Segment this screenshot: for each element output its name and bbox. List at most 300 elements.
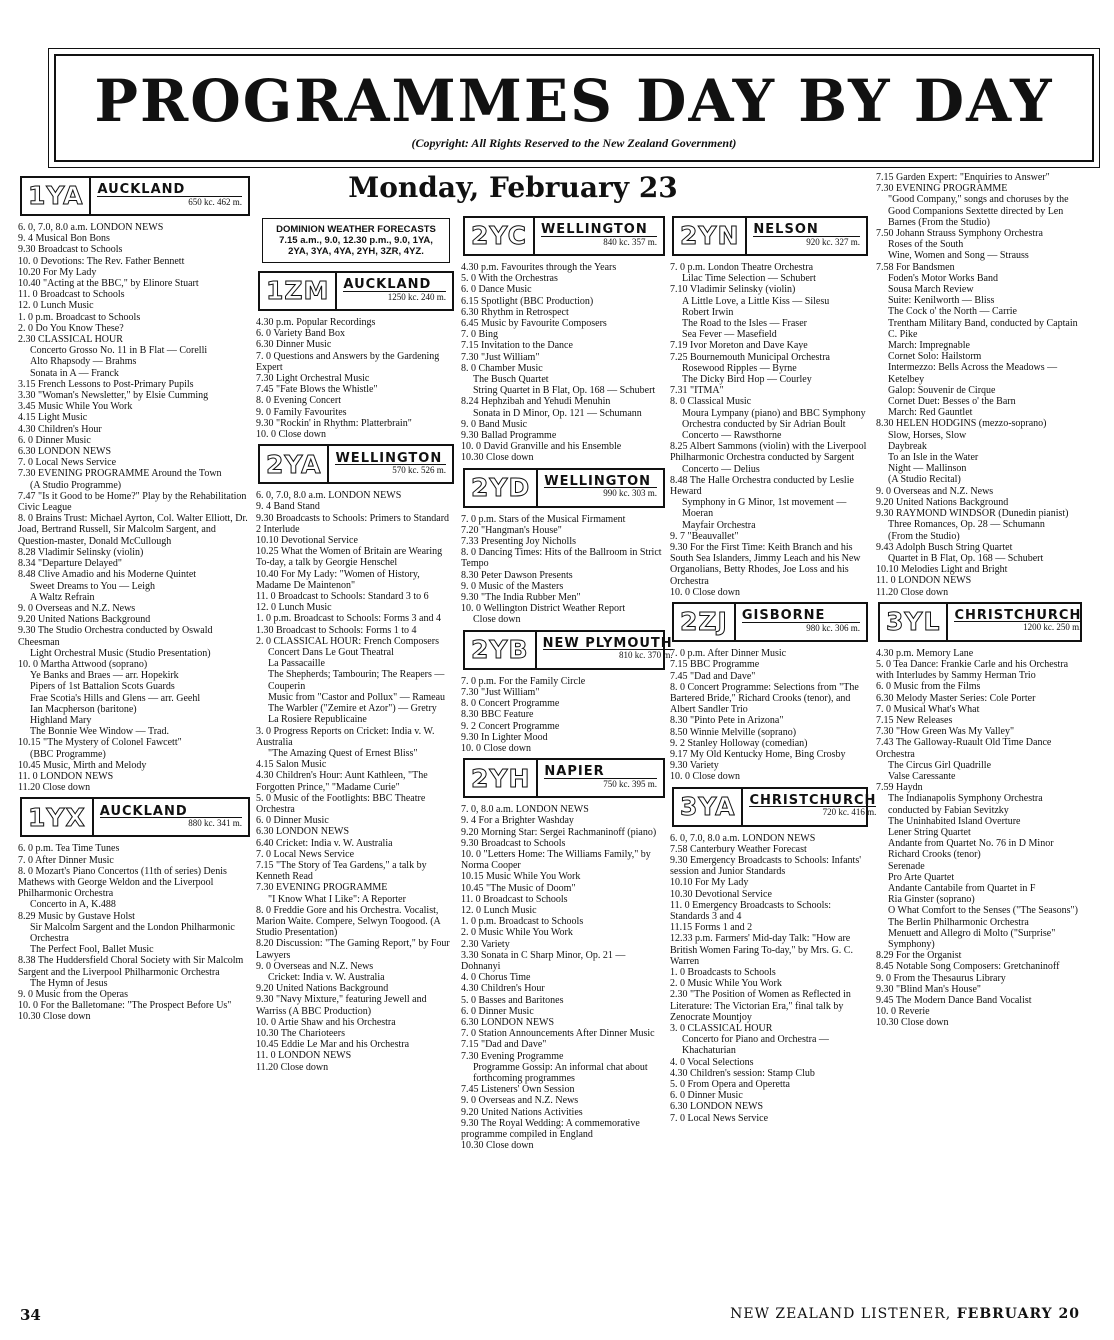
programme-item: 9.43 Adolph Busch String Quartet bbox=[876, 541, 1013, 553]
programme-item: 6.30 LONDON NEWS bbox=[670, 1101, 764, 1113]
programme-item: 10. 0 "Letters Home: The Williams Family," by Norma Cooper bbox=[461, 848, 651, 872]
programme-item: 10.20 For My Lady bbox=[18, 266, 97, 278]
programme-item: 10.45 Music, Mirth and Melody bbox=[18, 759, 147, 771]
publication-date: FEBRUARY 20 bbox=[956, 1306, 1080, 1322]
programme-item: 9. 0 From the Thesaurus Library bbox=[876, 972, 1006, 984]
programme-item: Cornet Solo: Hailstorm bbox=[888, 351, 982, 363]
programme-item: (A Studio Programme) bbox=[30, 479, 122, 491]
programme-item: The Road to the Isles — Fraser bbox=[682, 318, 807, 330]
programme-item: Concerto — Delius bbox=[682, 463, 760, 475]
programme-item: To an Isle in the Water bbox=[888, 452, 979, 464]
programme-item: 7. 0 Local News Service bbox=[18, 457, 117, 469]
programme-item: 10.15 Music While You Work bbox=[461, 871, 581, 883]
programme-item: 9.30 Broadcast to Schools bbox=[461, 837, 566, 849]
programme-item: 8.28 Vladimir Selinsky (violin) bbox=[18, 546, 144, 558]
programme-item: 5. 0 From Opera and Operetta bbox=[670, 1079, 790, 1090]
programme-item: 4.30 Children's session: Stamp Club bbox=[670, 1067, 815, 1079]
station-header-2yn bbox=[672, 216, 868, 256]
programme-item: 10.30 Close down bbox=[461, 452, 534, 464]
programme-item: Andante Cantabile from Quartet in F bbox=[888, 882, 1036, 894]
programme-item: 7.30 "How Green Was My Valley" bbox=[876, 726, 1015, 738]
programme-item: The Busch Quartet bbox=[473, 374, 549, 386]
programme-item: 7.15 New Releases bbox=[876, 714, 953, 726]
programme-item: Lener String Quartet bbox=[888, 826, 971, 838]
station-header-2yh bbox=[463, 758, 665, 798]
programme-item: 7.15 Garden Expert: "Enquiries to Answer" bbox=[876, 172, 1050, 183]
programme-item: 9.30 "Blind Man's House" bbox=[876, 983, 981, 995]
programme-item: 3.30 "Woman's Newsletter," by Elsie Cumming bbox=[18, 390, 209, 402]
programme-item: 11. 0 LONDON NEWS bbox=[256, 1050, 352, 1062]
programme-item: 7. 0, 8.0 a.m. LONDON NEWS bbox=[461, 804, 589, 816]
station-frequency: 980 kc. 306 m. bbox=[806, 622, 860, 633]
programme-item: 10.45 "The Music of Doom" bbox=[461, 882, 576, 894]
programme-item: 2. 0 Do You Know These? bbox=[18, 322, 124, 334]
programme-item: 12. 0 Lunch Music bbox=[18, 300, 94, 312]
programme-item: Frae Scotia's Hills and Glens — arr. Geehl bbox=[30, 692, 201, 704]
programme-item: 11. 0 LONDON NEWS bbox=[876, 575, 972, 587]
programme-item: Concert Dans Le Gout Theatral bbox=[268, 647, 394, 659]
programme-item: 7.50 Johann Strauss Symphony Orchestra bbox=[876, 228, 1043, 240]
programme-item: 7.30 Light Orchestral Music bbox=[256, 373, 370, 385]
station-frequency: 570 kc. 526 m. bbox=[392, 464, 446, 475]
programme-item: 2. 0 Music While You Work bbox=[670, 978, 782, 990]
programme-item: (BBC Programme) bbox=[30, 748, 106, 760]
station-name: AUCKLAND bbox=[100, 806, 242, 818]
programme-item: Mayfair Orchestra bbox=[682, 519, 756, 531]
programme-item: 6.30 Rhythm in Retrospect bbox=[461, 306, 569, 318]
programme-item: 10. 0 Close down bbox=[670, 586, 740, 598]
programme-item: Highland Mary bbox=[30, 714, 92, 726]
programme-item: La Rosiere Republicaine bbox=[268, 714, 367, 726]
station-header-1zm bbox=[258, 271, 454, 311]
programme-item: 9. 0 Overseas and N.Z. News bbox=[256, 960, 374, 972]
programme-item: The Shepherds; Tambourin; The Reapers — Couperin bbox=[268, 669, 445, 692]
programme-item: 8. 0 Mozart's Piano Concertos (11th of series) Denis Mathews with George Weldon and the Liverpool Philharmonic Orchestra bbox=[18, 865, 227, 900]
station-header-2zj bbox=[672, 602, 868, 642]
programme-item: 11. 0 Broadcast to Schools bbox=[461, 893, 568, 905]
programme-item: 9. 2 Concert Programme bbox=[461, 720, 560, 732]
programme-item: 7. 0 Station Announcements After Dinner Music bbox=[461, 1028, 655, 1040]
programme-item: 7.45 "Fate Blows the Whistle" bbox=[256, 384, 378, 396]
programme-item: "Good Company," songs and choruses by the Good Companions Sextette directed by Len Barnes (From the Studio) bbox=[888, 194, 1069, 228]
station-name: CHRISTCHURCH bbox=[749, 792, 877, 808]
programme-item: The Perfect Fool, Ballet Music bbox=[30, 944, 154, 956]
programme-item: 9.20 Morning Star: Sergei Rachmaninoff (piano) bbox=[461, 826, 657, 838]
programme-item: 6.40 Cricket: India v. W. Australia bbox=[256, 837, 393, 849]
programme-item: 9. 2 Stanley Holloway (comedian) bbox=[670, 737, 808, 749]
programme-item: 10. 0 Artie Shaw and his Orchestra bbox=[256, 1016, 396, 1028]
programme-item: 7.31 "ITMA" bbox=[670, 385, 724, 397]
programme-item: 7. 0 p.m. London Theatre Orchestra bbox=[670, 262, 814, 273]
programme-item: Sousa March Review bbox=[888, 284, 974, 296]
programme-item: Andante from Quartet No. 76 in D Minor bbox=[888, 838, 1054, 850]
programme-item: Richard Crooks (tenor) bbox=[888, 849, 981, 861]
programme-item: 7.15 "The Story of Tea Gardens," a talk by Kenneth Read bbox=[256, 859, 427, 883]
programme-item: 8. 0 Brains Trust: Michael Ayrton, Col. Walter Elliott, Dr. Joad, Bertrand Russell, Sir Malcolm Sargent, and Question-master, Donald McCullough bbox=[18, 513, 248, 547]
programme-item: Intermezzo: Bells Across the Meadows — Ketelbey bbox=[888, 362, 1058, 385]
programme-item: 5. 0 Tea Dance: Frankie Carle and his Orchestra with Interludes by Sammy Herman Trio bbox=[876, 658, 1069, 682]
programme-item: 6.30 LONDON NEWS bbox=[461, 1016, 555, 1028]
programme-item: Sir Malcolm Sargent and the London Philharmonic Orchestra bbox=[30, 921, 235, 944]
programme-item: 4.15 Salon Music bbox=[256, 759, 327, 771]
listing-2yh bbox=[461, 804, 667, 1151]
programme-item: 10.45 Eddie Le Mar and his Orchestra bbox=[256, 1039, 410, 1051]
programme-item: 4. 0 Chorus Time bbox=[461, 972, 531, 984]
station-call-sign: 3YL bbox=[880, 604, 948, 640]
programme-item: Concerto — Rawsthorne bbox=[682, 430, 782, 442]
programme-item: 10. 0 Devotions: The Rev. Father Bennett bbox=[18, 255, 185, 267]
station-header-3ya bbox=[672, 787, 877, 827]
programme-item: 8.29 Music by Gustave Holst bbox=[18, 910, 135, 922]
programme-item: 4. 0 Vocal Selections bbox=[670, 1056, 754, 1068]
programme-item: 3.30 Sonata in C Sharp Minor, Op. 21 — Dohnanyi bbox=[461, 949, 626, 972]
programme-item: Daybreak bbox=[888, 440, 927, 452]
programme-item: 9.45 The Modern Dance Band Vocalist bbox=[876, 995, 1032, 1007]
programme-item: 10.30 Close down bbox=[18, 1011, 91, 1023]
programme-item: Ria Ginster (soprano) bbox=[888, 894, 975, 906]
programme-item: Robert Irwin bbox=[682, 306, 734, 318]
programme-item: 3.45 Music While You Work bbox=[18, 401, 133, 413]
programme-item: 6. 0, 7.0, 8.0 a.m. LONDON NEWS bbox=[18, 222, 164, 233]
programme-item: 7. 0 Musical What's What bbox=[876, 703, 980, 715]
station-name: NEW PLYMOUTH bbox=[542, 635, 673, 651]
programme-item: 8. 0 Dancing Times: Hits of the Ballroom in Strict Tempo bbox=[461, 547, 662, 570]
programme-item: 4.30 Children's Hour bbox=[18, 423, 102, 435]
column-1 bbox=[18, 172, 252, 1302]
programme-item: 1. 0 p.m. Broadcast to Schools bbox=[461, 916, 584, 928]
station-name: GISBORNE bbox=[742, 610, 860, 622]
programme-item: Cricket: India v. W. Australia bbox=[268, 971, 385, 983]
column-5 bbox=[876, 172, 1084, 1302]
station-header-2yc bbox=[463, 216, 665, 256]
programme-item: 10. 0 Reverie bbox=[876, 1006, 930, 1018]
programme-item: 7.10 Vladimir Selinsky (violin) bbox=[670, 284, 796, 296]
listing-3ya-continued bbox=[876, 172, 1084, 598]
station-frequency: 840 kc. 357 m. bbox=[603, 236, 657, 247]
programme-item: 6. 0 p.m. Tea Time Tunes bbox=[18, 843, 120, 855]
programme-item: Music from "Castor and Pollux" — Rameau bbox=[268, 691, 446, 703]
programme-item: 10. 0 For the Balletomane: "The Prospect Before Us" bbox=[18, 1000, 232, 1012]
programme-item: 6. 0, 7.0, 8.0 a.m. LONDON NEWS bbox=[256, 490, 402, 502]
programme-item: 10. 0 Wellington District Weather Report bbox=[461, 603, 626, 615]
programme-item: 8.30 Peter Dawson Presents bbox=[461, 569, 573, 581]
programme-item: 9.20 United Nations Background bbox=[18, 614, 151, 626]
programme-item: 10.40 For My Lady: "Women of History, Madame De Maintenon" bbox=[256, 568, 420, 591]
programme-item: 9.20 United Nations Background bbox=[876, 496, 1009, 508]
programme-item: 12.33 p.m. Farmers' Mid-day Talk: "How are British Women Faring To-day," by Mrs. G. C. Warren bbox=[670, 933, 853, 967]
programme-item: Pro Arte Quartet bbox=[888, 871, 955, 883]
programme-item: 6. 0 Dance Music bbox=[461, 284, 532, 296]
programme-item: Trentham Military Band, conducted by Captain C. Pike bbox=[888, 317, 1078, 340]
programme-item: 12. 0 Lunch Music bbox=[461, 904, 537, 916]
column-3 bbox=[461, 212, 673, 1302]
programme-item: The Circus Girl Quadrille bbox=[888, 759, 992, 771]
programme-item: 3. 0 Progress Reports on Cricket: India v. W. Australia bbox=[256, 725, 435, 748]
programme-item: 7.30 "Just William" bbox=[461, 351, 540, 363]
programme-item: Suite: Kenilworth — Bliss bbox=[888, 295, 995, 307]
programme-item: 6.30 LONDON NEWS bbox=[18, 446, 112, 458]
programme-item: 6. 0 Music from the Films bbox=[876, 681, 981, 693]
programme-item: Concerto Grosso No. 11 in B Flat — Corelli bbox=[30, 345, 208, 357]
programme-item: (From the Studio) bbox=[888, 530, 960, 542]
programme-item: The Hymn of Jesus bbox=[30, 977, 108, 989]
programme-item: 11.15 Forms 1 and 2 bbox=[670, 922, 753, 934]
programme-item: 8. 0 Concert Programme: Selections from "The Bartered Bride," Richard Crooks (tenor), and Albert Sandler Trio bbox=[670, 681, 859, 716]
programme-item: 11. 0 LONDON NEWS bbox=[18, 770, 114, 782]
programme-item: Concerto for Piano and Orchestra — Khachaturian bbox=[682, 1034, 829, 1057]
programme-item: Sea Fever — Masefield bbox=[682, 329, 777, 341]
programme-item: 9.30 Ballad Programme bbox=[461, 430, 557, 442]
listing-2zj bbox=[670, 648, 870, 782]
masthead bbox=[54, 54, 1094, 162]
station-frequency: 990 kc. 303 m. bbox=[603, 488, 657, 499]
copyright-notice: (Copyright: All Rights Reserved to the New Zealand Government) bbox=[411, 136, 737, 150]
programme-item: 10.30 Close down bbox=[876, 1017, 949, 1029]
programme-item: 9. 0 Music from the Operas bbox=[18, 989, 128, 1000]
programme-item: Cornet Duet: Besses o' the Barn bbox=[888, 396, 1016, 408]
programme-item: Wine, Women and Song — Strauss bbox=[888, 250, 1029, 262]
station-name: WELLINGTON bbox=[541, 224, 657, 236]
weather-times: 7.15 a.m., 9.0, 12.30 p.m., 9.0, 1YA, 2YA, 3YA, 4YA, 2YH, 3ZR, 4YZ. bbox=[279, 235, 433, 257]
programme-item: 8.38 The Huddersfield Choral Society with Sir Malcolm Sargent and the Liverpool Philharmonic Orchestra bbox=[18, 955, 244, 978]
programme-item: 6. 0 Dinner Music bbox=[461, 1005, 534, 1017]
station-frequency: 650 kc. 462 m. bbox=[188, 196, 242, 207]
programme-item: Roses of the South bbox=[888, 239, 964, 251]
station-call-sign: 3YA bbox=[674, 789, 743, 825]
programme-item: The Berlin Philharmonic Orchestra bbox=[888, 916, 1029, 928]
programme-item: 7.59 Haydn bbox=[876, 782, 923, 794]
programme-item: 9.30 Emergency Broadcasts to Schools: Infants' session and Junior Standards bbox=[670, 854, 862, 878]
programme-item: 5. 0 Basses and Baritones bbox=[461, 994, 564, 1006]
programme-item: 7.43 The Galloway-Ruault Old Time Dance Orchestra bbox=[876, 737, 1052, 760]
programme-item: 4.15 Light Music bbox=[18, 412, 88, 424]
station-header-1ya bbox=[20, 176, 250, 216]
publication-name: NEW ZEALAND LISTENER, bbox=[730, 1306, 952, 1322]
programme-item: 10. 0 Martha Attwood (soprano) bbox=[18, 658, 148, 670]
programme-item: 7.15 "Dad and Dave" bbox=[461, 1039, 547, 1051]
programme-item: 6.15 Spotlight (BBC Production) bbox=[461, 295, 594, 307]
programme-item: 2.30 CLASSICAL HOUR bbox=[18, 334, 123, 346]
programme-item: 9. 4 Band Stand bbox=[256, 501, 320, 513]
programme-item: The Cock o' the North — Carrie bbox=[888, 306, 1017, 318]
programme-item: 9.20 United Nations Background bbox=[256, 983, 389, 995]
programme-item: 7.30 Evening Programme bbox=[461, 1050, 564, 1062]
programme-item: 6.30 Dinner Music bbox=[256, 339, 332, 351]
programme-item: La Passacaille bbox=[268, 658, 325, 670]
programme-item: 7.19 Ivor Moreton and Dave Kaye bbox=[670, 340, 808, 352]
station-frequency: 1250 kc. 240 m. bbox=[387, 291, 446, 302]
programme-item: 10. 0 Close down bbox=[670, 771, 740, 783]
programme-item: 8.45 Notable Song Composers: Gretchaninoff bbox=[876, 961, 1060, 973]
programme-item: 7.30 "Just William" bbox=[461, 686, 540, 698]
programme-item: 7.15 BBC Programme bbox=[670, 659, 760, 671]
station-name: AUCKLAND bbox=[343, 279, 446, 291]
programme-item: 7.30 EVENING PROGRAMME Around the Town bbox=[18, 468, 222, 480]
programme-item: The Dicky Bird Hop — Courley bbox=[682, 374, 812, 386]
station-name: WELLINGTON bbox=[335, 453, 446, 465]
page-number: 34 bbox=[20, 1306, 41, 1324]
programme-item: 9. 0 Overseas and N.Z. News bbox=[18, 602, 136, 614]
station-call-sign: 2YD bbox=[465, 470, 538, 506]
programme-item: Slow, Horses, Slow bbox=[888, 429, 967, 441]
programme-item: 8.30 "Pinto Pete in Arizona" bbox=[670, 715, 784, 727]
station-frequency: 720 kc. 416 m. bbox=[822, 807, 877, 818]
programme-item: 11. 0 Broadcast to Schools bbox=[18, 289, 125, 301]
programme-item: Galop: Souvenir de Cirque bbox=[888, 384, 996, 396]
listing-3yl bbox=[876, 648, 1084, 1029]
programme-item: 3.15 French Lessons to Post-Primary Pupils bbox=[18, 378, 194, 390]
programme-item: 8.24 Hephzibah and Yehudi Menuhin bbox=[461, 396, 611, 408]
programme-item: 8.50 Winnie Melville (soprano) bbox=[670, 726, 797, 738]
station-name: CHRISTCHURCH bbox=[954, 608, 1082, 624]
programme-item: 7.45 Listeners' Own Session bbox=[461, 1084, 575, 1096]
programme-item: 9. 0 Music of the Masters bbox=[461, 580, 564, 592]
programme-item: 9.30 The Royal Wedding: A commemorative programme compiled in England bbox=[461, 1117, 640, 1140]
programme-item: 11.20 Close down bbox=[256, 1061, 329, 1073]
programme-item: 9.30 Broadcast to Schools bbox=[18, 244, 123, 256]
programme-item: 9.17 My Old Kentucky Home, Bing Crosby bbox=[670, 748, 846, 760]
listing-2yn bbox=[670, 262, 870, 598]
programme-item: 10.10 For My Lady bbox=[670, 877, 749, 889]
station-call-sign: 2YB bbox=[465, 632, 537, 668]
programme-item: The Bonnie Wee Window — Trad. bbox=[30, 726, 169, 738]
programme-item: 7.47 "Is it Good to be Home?" Play by the Rehabilitation Civic League bbox=[18, 490, 247, 514]
programme-item: 4.30 p.m. Popular Recordings bbox=[256, 317, 376, 328]
programme-item: 12. 0 Lunch Music bbox=[256, 602, 332, 614]
station-header-1yx bbox=[20, 797, 250, 837]
programme-item: 8. 0 Concert Programme bbox=[461, 698, 560, 710]
listing-2yb bbox=[461, 676, 667, 754]
programme-item: 7.25 Bournemouth Municipal Orchestra bbox=[670, 351, 830, 363]
programme-item: The Uninhabited Island Overture bbox=[888, 815, 1021, 827]
programme-item: 6. 0 Dinner Music bbox=[670, 1090, 743, 1102]
programme-item: Moura Lympany (piano) and BBC Symphony Orchestra conducted by Sir Adrian Boult bbox=[682, 407, 866, 430]
station-call-sign: 1YX bbox=[22, 799, 94, 835]
programme-item: Light Orchestral Music (Studio Presentation) bbox=[30, 647, 211, 659]
station-name: NELSON bbox=[753, 224, 860, 236]
publication-footer bbox=[730, 1306, 1080, 1322]
column-2 bbox=[256, 212, 456, 1302]
programme-item: Close down bbox=[473, 614, 521, 626]
programme-item: 8.48 Clive Amadio and his Moderne Quintet bbox=[18, 569, 197, 581]
programme-item: 9.30 "Rockin' in Rhythm: Platterbrain" bbox=[256, 417, 412, 429]
programme-item: 8.29 For the Organist bbox=[876, 950, 962, 962]
station-call-sign: 2YC bbox=[465, 218, 535, 254]
programme-item: Valse Caressante bbox=[888, 770, 956, 782]
programme-item: Serenade bbox=[888, 860, 925, 872]
programme-item: 9.30 Broadcasts to Schools: Primers to Standard 2 Interlude bbox=[256, 512, 450, 535]
station-frequency: 810 kc. 370 m. bbox=[618, 650, 673, 661]
programme-item: 7.30 EVENING PROGRAMME bbox=[876, 183, 1008, 195]
programme-item: 10. 0 David Granville and his Ensemble bbox=[461, 441, 622, 453]
programme-item: 3. 0 CLASSICAL HOUR bbox=[670, 1022, 773, 1034]
programme-item: 7.58 Canterbury Weather Forecast bbox=[670, 843, 807, 855]
programme-item: 10.10 Devotional Service bbox=[256, 535, 358, 547]
station-frequency: 750 kc. 395 m. bbox=[603, 778, 657, 789]
programme-item: Sonata in A — Franck bbox=[30, 367, 119, 379]
programme-item: 8. 0 Freddie Gore and his Orchestra. Vocalist, Marion Waite. Compere, Selwyn Toogood. (A Studio Presentation) bbox=[256, 904, 441, 939]
programme-item: 7. 0 p.m. After Dinner Music bbox=[670, 648, 787, 660]
programme-item: 10.25 What the Women of Britain are Wearing To-day, a talk by Georgie Henschel bbox=[256, 546, 443, 569]
programme-item: Sonata in D Minor, Op. 121 — Schumann bbox=[473, 407, 642, 419]
programme-item: 7. 0 Local News Service bbox=[670, 1112, 769, 1124]
programme-item: 7.20 "Hangman's House" bbox=[461, 524, 562, 536]
programme-item: 7. 0 p.m. Stars of the Musical Firmament bbox=[461, 513, 626, 525]
programme-item: 7.15 Invitation to the Dance bbox=[461, 340, 573, 352]
programme-item: 9.30 "The India Rubber Men" bbox=[461, 592, 581, 604]
programme-item: (A Studio Recital) bbox=[888, 474, 961, 486]
programme-item: 9. 7 "Beauvallet" bbox=[670, 530, 739, 542]
programme-item: 6. 0 Variety Band Box bbox=[256, 328, 345, 340]
programme-item: 10.30 The Charioteers bbox=[256, 1027, 345, 1039]
listing-1yx bbox=[18, 843, 252, 1022]
programme-item: Menuett and Allegro di Molto ("Surprise" Symphony) bbox=[888, 927, 1056, 950]
programme-item: Alto Rhapsody — Brahms bbox=[30, 356, 137, 368]
programme-item: 10.30 Close down bbox=[461, 1140, 534, 1152]
programme-item: 9.30 For the First Time: Keith Branch and his South Sea Islanders, Jimmy Leach and his New Organolians, Betty Rhodes, Joe Loss and his Orchestra bbox=[670, 542, 861, 587]
programme-item: 9. 0 Band Music bbox=[461, 418, 528, 430]
programme-item: 10. 0 Close down bbox=[461, 742, 531, 754]
programme-item: 8.34 "Departure Delayed" bbox=[18, 558, 122, 570]
programme-item: 8.25 Albert Sammons (violin) with the Liverpool Philharmonic Orchestra conducted by Sargent bbox=[670, 441, 867, 464]
programme-item: 2.30 Variety bbox=[461, 938, 510, 950]
programme-item: 11.20 Close down bbox=[18, 782, 91, 794]
station-call-sign: 1ZM bbox=[260, 273, 337, 309]
programme-item: 9.30 In Lighter Mood bbox=[461, 731, 548, 743]
programme-item: Ian Macpherson (baritone) bbox=[30, 703, 137, 715]
programme-item: 10.15 "The Mystery of Colonel Fawcett" bbox=[18, 737, 182, 749]
programme-item: "The Amazing Quest of Ernest Bliss" bbox=[268, 747, 418, 759]
programme-item: 6.30 Melody Master Series: Cole Porter bbox=[876, 692, 1036, 704]
programme-item: 7.33 Presenting Joy Nicholls bbox=[461, 536, 576, 548]
weather-title: DOMINION WEATHER FORECASTS bbox=[276, 224, 436, 235]
station-call-sign: 2YN bbox=[674, 218, 747, 254]
programme-item: 10.40 "Acting at the BBC," by Elinore Stuart bbox=[18, 278, 199, 290]
programme-item: 6. 0 Dinner Music bbox=[256, 815, 329, 827]
programme-item: 10.10 Melodies Light and Bright bbox=[876, 564, 1008, 576]
listing-1ya bbox=[18, 222, 252, 793]
listing-2yd bbox=[461, 514, 667, 626]
station-call-sign: 1YA bbox=[22, 178, 91, 214]
programme-item: "I Know What I Like": A Reporter bbox=[268, 893, 406, 905]
station-call-sign: 2YA bbox=[260, 446, 329, 482]
programme-item: 9.30 RAYMOND WINDSOR (Dunedin pianist) bbox=[876, 508, 1069, 520]
programme-item: String Quartet in B Flat, Op. 168 — Schubert bbox=[473, 385, 656, 397]
programme-item: 5. 0 Music of the Footlights: BBC Theatre Orchestra bbox=[256, 792, 426, 815]
programme-item: 11.20 Close down bbox=[876, 586, 949, 598]
programme-item: Ye Banks and Braes — arr. Hopekirk bbox=[30, 670, 179, 682]
programme-item: 8. 0 Evening Concert bbox=[256, 395, 341, 407]
programme-item: Quartet in B Flat, Op. 168 — Schubert bbox=[888, 552, 1044, 564]
programme-item: 7.45 "Dad and Dave" bbox=[670, 670, 756, 682]
programme-item: 2. 0 CLASSICAL HOUR: French Composers bbox=[256, 635, 439, 647]
programme-item: 4.30 Children's Hour bbox=[461, 983, 545, 995]
programme-item: 1. 0 p.m. Broadcast to Schools: Forms 3 and 4 bbox=[256, 613, 441, 625]
programme-item: 10.30 Devotional Service bbox=[670, 888, 772, 900]
programme-item: 9. 4 Musical Bon Bons bbox=[18, 233, 110, 245]
station-frequency: 920 kc. 327 m. bbox=[806, 236, 860, 247]
programme-item: Three Romances, Op. 28 — Schumann bbox=[888, 519, 1045, 531]
programme-item: 11. 0 Broadcast to Schools: Standard 3 to 6 bbox=[256, 591, 429, 603]
programme-item: March: Impregnable bbox=[888, 340, 970, 352]
programme-item: 6.45 Music by Favourite Composers bbox=[461, 318, 607, 330]
programme-item: 8. 0 Classical Music bbox=[670, 396, 752, 408]
station-header-3yl bbox=[878, 602, 1082, 642]
programme-item: 9.30 Variety bbox=[670, 760, 719, 772]
programme-item: 9.30 The Studio Orchestra conducted by Oswald Cheesman bbox=[18, 625, 213, 648]
station-call-sign: 2YH bbox=[465, 760, 538, 796]
programme-item: Rosewood Ripples — Byrne bbox=[682, 362, 797, 374]
